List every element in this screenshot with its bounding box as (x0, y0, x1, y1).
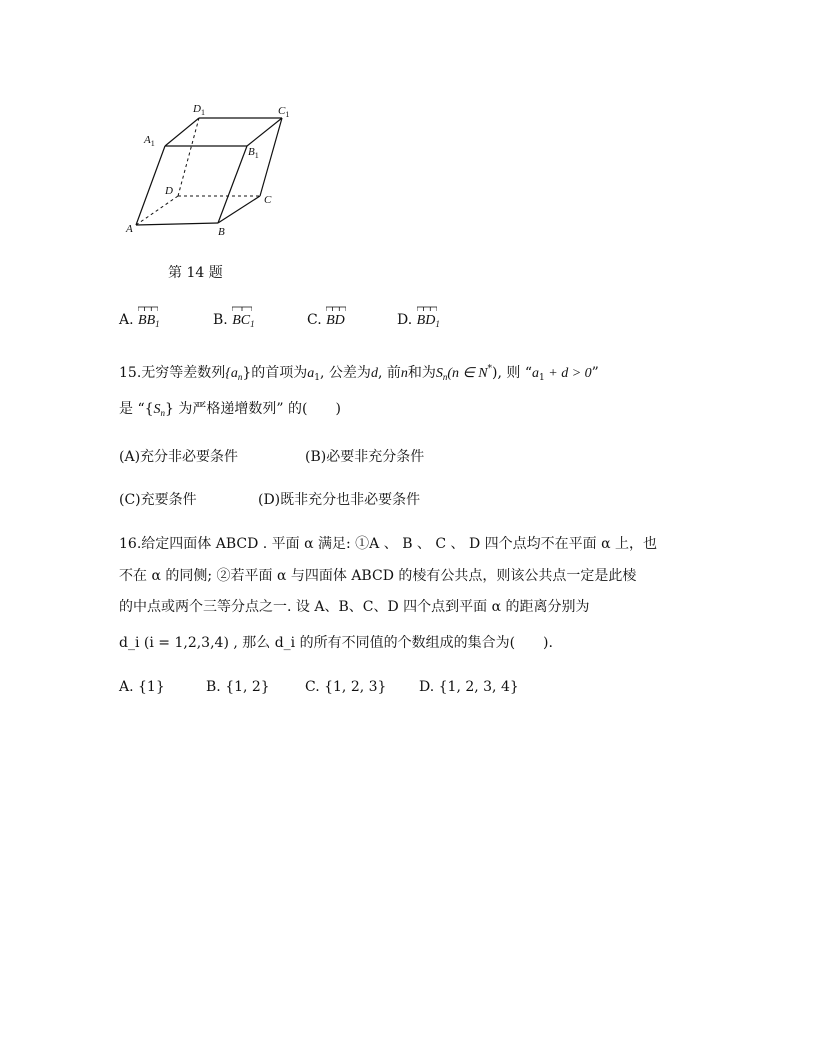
q16-option-b: B. {1, 2} (206, 679, 270, 695)
q16-option-c: C. {1, 2, 3} (305, 679, 387, 695)
vertex-b1-label: $B_1$ (248, 146, 259, 160)
q16-stem-line2: 不在 α 的同侧; ②若平面 α 与四面体 ABCD 的棱有公共点，则该公共点一定是此棱 (119, 568, 637, 584)
q16-stem-line4: d_i (i = 1,2,3,4) , 那么 d_i 的所有不同值的个数组成的集合为( ). (119, 635, 553, 651)
q14-option-a: A. $BB_1$ (119, 312, 213, 329)
q14-option-c: C. BD (307, 312, 397, 329)
q14-option-b: B. $BC_1$ (213, 312, 307, 329)
figure-caption: 第 14 题 (168, 265, 223, 281)
vertex-c-label: C (264, 194, 272, 206)
q16-option-d: D. {1, 2, 3, 4} (419, 679, 519, 695)
q16-stem-line1: 16.给定四面体 ABCD . 平面 α 满足: ①A 、 B 、 C 、 D 四个点均不在平面 α 上，也 (119, 536, 658, 552)
q15-stem-line2: 是 “$\{S_n\}$ 为严格递增数列” 的( ) (119, 401, 341, 418)
parallelepiped-figure (120, 98, 310, 248)
q16-option-a: A. {1} (119, 679, 165, 695)
q14-options (119, 312, 440, 329)
q15-option-a: (A)充分非必要条件 (119, 449, 239, 465)
vertex-a-label: A (126, 223, 133, 235)
q15-option-c: (C)充要条件 (119, 492, 197, 508)
q15-stem-line1: 15.无穷等差数列$\{a_n\}$的首项为$a_1$, 公差为d, 前n和为$S_n(n$ ∈ N*), 则 “$a_1 + d > 0$” (119, 364, 599, 383)
q15-option-b: (B)必要非充分条件 (305, 449, 425, 465)
vertex-d1-label: $D_1$ (193, 103, 205, 117)
q16-stem-line3: 的中点或两个三等分点之一. 设 A、B、C、D 四个点到平面 α 的距离分别为 (119, 599, 590, 615)
vertex-c1-label: $C_1$ (278, 105, 290, 119)
vertex-b-label: B (218, 226, 225, 238)
q15-option-d: (D)既非充分也非必要条件 (258, 492, 421, 508)
vertex-d-label: D (165, 185, 173, 197)
vertex-a1-label: $A_1$ (144, 134, 155, 148)
q14-option-d: D. $BD_1$ (397, 312, 440, 329)
